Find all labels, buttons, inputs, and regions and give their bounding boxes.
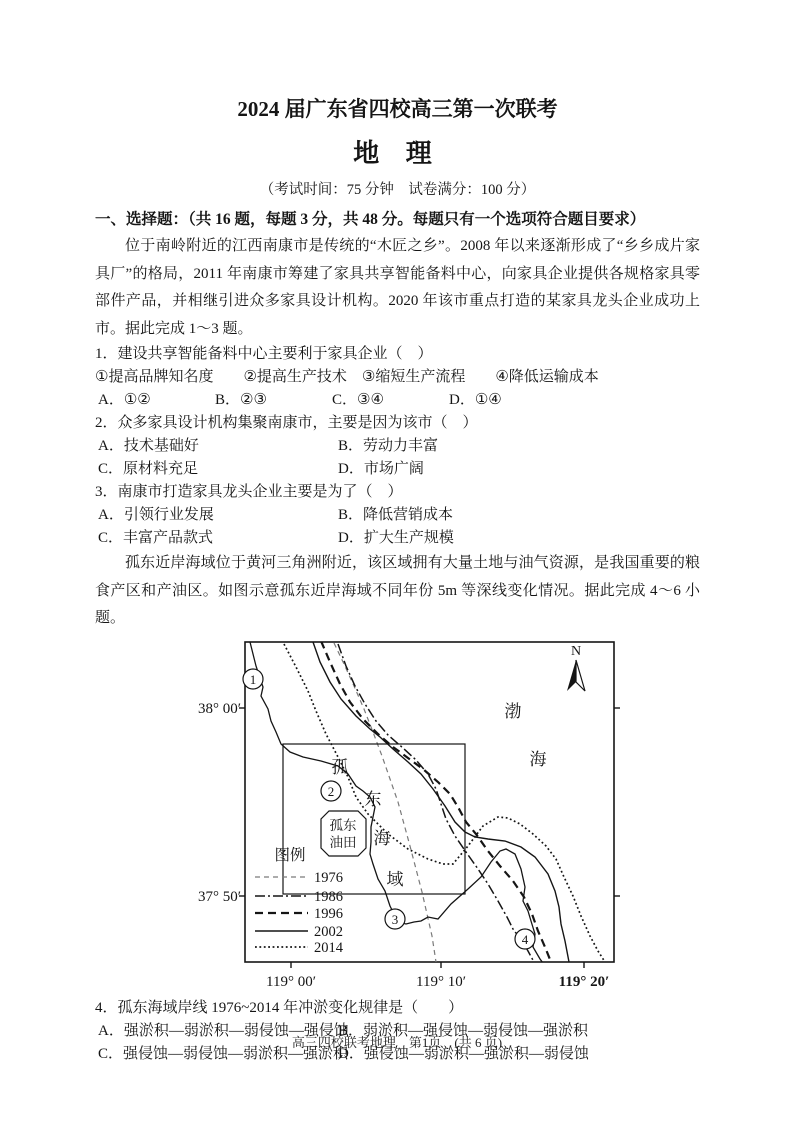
marker-1 xyxy=(243,669,263,689)
option: A．①② xyxy=(98,392,151,408)
question-2-options-row1 xyxy=(95,435,700,458)
page-title: 2024 届广东省四校高三第一次联考 xyxy=(237,97,558,121)
legend-year: 1996 xyxy=(313,905,343,922)
isobath-1996-line xyxy=(321,641,551,962)
option: C．③④ xyxy=(332,392,384,408)
exam-info: （考试时间：75 分钟 试卷满分：100 分） xyxy=(259,182,536,198)
question-2 xyxy=(95,412,700,481)
legend-year: 2014 xyxy=(313,939,343,956)
marker-digit: 3 xyxy=(391,911,398,927)
option: A．强淤积—弱淤积—弱侵蚀—强侵蚀 xyxy=(98,1022,349,1039)
option: D．①④ xyxy=(449,392,502,408)
north-needle-left xyxy=(567,660,576,691)
marker-3 xyxy=(385,909,405,929)
marker-2 xyxy=(321,781,341,801)
question-3-options-row1 xyxy=(95,504,700,527)
question-4-stem: 4．孤东海域岸线 1976~2014 年冲淤变化规律是（ ） xyxy=(95,999,464,1016)
study-area-box xyxy=(283,744,465,894)
lon-label: 119° 10′ xyxy=(415,973,466,990)
marker-digit: 2 xyxy=(327,783,334,799)
question-4 xyxy=(95,997,700,1066)
option: B．降低营销成本 xyxy=(338,507,454,523)
oilfield-label-line1: 孤东 xyxy=(329,817,356,833)
sea-area-char: 域 xyxy=(386,869,403,889)
isobath-1976-line xyxy=(334,643,436,962)
option: D．强侵蚀—弱淤积—强淤积—弱侵蚀 xyxy=(338,1045,589,1062)
legend-year: 2002 xyxy=(313,923,343,940)
option: C．强侵蚀—弱侵蚀—弱淤积—强淤积 xyxy=(98,1045,349,1062)
option: B．劳动力丰富 xyxy=(338,438,439,454)
isobath-2002-line xyxy=(313,642,569,962)
oilfield-label-line2: 油田 xyxy=(329,834,356,850)
oilfield-label-box xyxy=(321,811,366,856)
option: A．引领行业发展 xyxy=(98,507,214,523)
question-2-stem: 2．众多家具设计机构集聚南康市，主要是因为该市（ ） xyxy=(95,415,478,431)
question-3-options-row2 xyxy=(95,527,700,550)
north-label: N xyxy=(570,643,581,659)
option: B．弱淤积—强侵蚀—弱侵蚀—强淤积 xyxy=(338,1022,589,1039)
marker-digit: 1 xyxy=(249,671,256,687)
question-3-stem: 3．南康市打造家具龙头企业主要是为了（ ） xyxy=(95,484,403,500)
isobath-map-svg xyxy=(163,636,633,992)
map-curves xyxy=(250,641,605,963)
question-1-stem: 1．建设共享智能备料中心主要利于家具企业（ ） xyxy=(95,346,433,362)
map-legend xyxy=(255,846,344,956)
passage-1: 位于南岭附近的江西南康市是传统的“木匠之乡”。2008 年以来逐渐形成了“乡乡成片家具厂”的格局，2011 年南康市筹建了家具共享智能备料中心，向家具企业提供各规格家具零部件产品，并相继引进众多家具设计机构。2020 年该市重点打造的某家具龙头企业成功上市。据此完成 1～3 题。 xyxy=(95,238,700,337)
lon-label: 119° 20′ xyxy=(558,973,609,990)
north-needle-right xyxy=(576,660,585,691)
question-3 xyxy=(95,481,700,550)
sea-area-char: 海 xyxy=(373,828,390,848)
option: D．市场广阔 xyxy=(338,461,424,477)
sea-area-char: 东 xyxy=(364,789,381,809)
question-1-options xyxy=(95,389,700,412)
question-2-options-row2 xyxy=(95,458,700,481)
lat-label: 38° 00′ xyxy=(197,700,241,717)
sea-name-char: 海 xyxy=(529,749,546,769)
lon-label: 119° 00′ xyxy=(265,973,316,990)
sea-name-char: 渤 xyxy=(504,701,521,721)
question-1-items: ①提高品牌知名度 ②提高生产技术 ③缩短生产流程 ④降低运输成本 xyxy=(95,369,599,385)
option: C．丰富产品款式 xyxy=(98,530,214,546)
option: A．技术基础好 xyxy=(98,438,199,454)
option: C．原材料充足 xyxy=(98,461,199,477)
legend-year: 1976 xyxy=(313,869,343,886)
sea-area-char: 孤 xyxy=(331,757,348,777)
option: D．扩大生产规模 xyxy=(338,530,454,546)
figure-map xyxy=(163,636,633,997)
legend-year: 1986 xyxy=(313,888,343,905)
lat-label: 37° 50′ xyxy=(197,888,241,905)
question-1 xyxy=(95,343,700,412)
marker-4 xyxy=(515,929,535,949)
subject-title: 地 理 xyxy=(353,139,442,168)
page-footer: 高三四校联考地理 第1页 (共 6 页) xyxy=(291,1035,503,1050)
option: B．②③ xyxy=(215,392,267,408)
legend-title: 图例 xyxy=(273,846,306,864)
marker-digit: 4 xyxy=(521,931,528,947)
section-heading: 一、选择题：（共 16 题，每题 3 分，共 48 分。每题只有一个选项符合题目要求） xyxy=(95,211,646,228)
north-arrow-icon xyxy=(567,644,585,691)
passage-2: 孤东近岸海域位于黄河三角洲附近，该区域拥有大量土地与油气资源，是我国重要的粮食产区和产油区。如图示意孤东近岸海域不同年份 5m 等深线变化情况。据此完成 4～6 小题。 xyxy=(95,555,700,626)
